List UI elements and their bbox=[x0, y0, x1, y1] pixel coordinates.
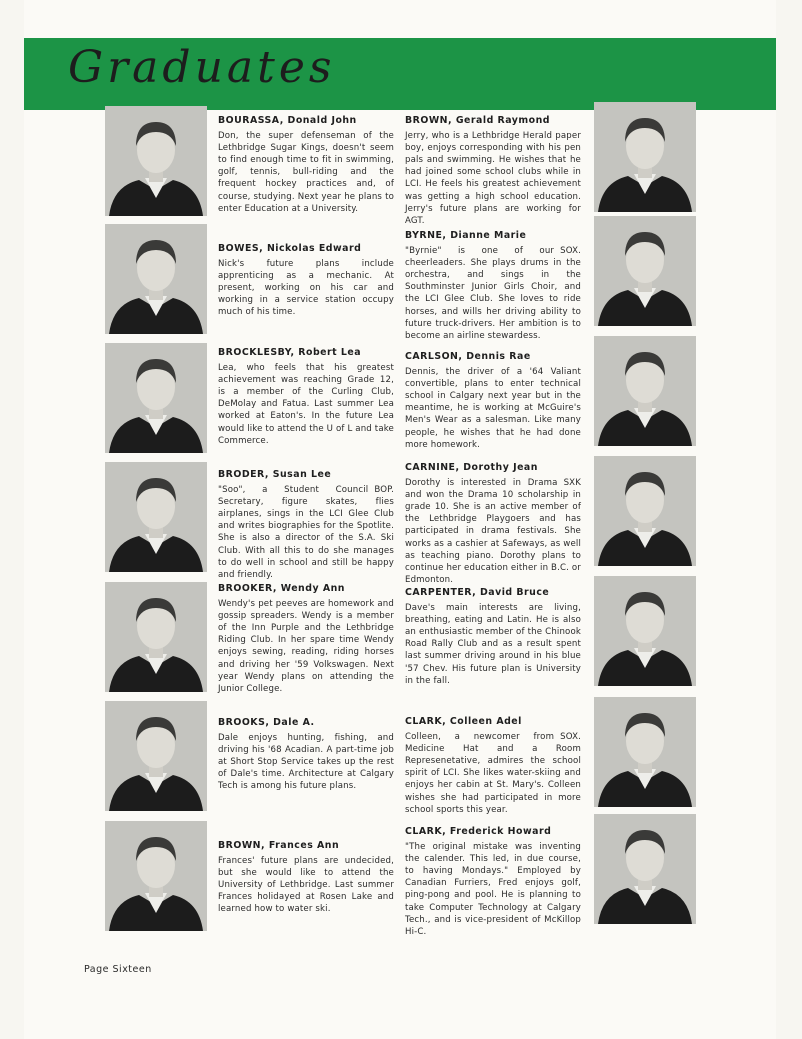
page-title: Graduates bbox=[68, 42, 336, 93]
graduate-name: BROOKS, Dale A. bbox=[218, 717, 315, 728]
graduate-name: BROOKER, Wendy Ann bbox=[218, 583, 345, 594]
graduate-name: CARPENTER, David Bruce bbox=[405, 587, 550, 598]
graduate-name: BOURASSA, Donald John bbox=[218, 115, 357, 126]
graduate-bio: Dale enjoys hunting, fishing, and driving his '68 Acadian. A part-time job at Short Stop Service takes up the rest of Dale's time. Architecture at Calgary Tech is among his future plans. bbox=[218, 733, 394, 792]
portrait-photo bbox=[594, 576, 696, 686]
graduate-bio: Nick's future plans include apprenticing as a mechanic. At present, working on his car and working in a service station occupy much of his time. bbox=[218, 259, 394, 318]
graduate-name: CARNINE, Dorothy Jean bbox=[405, 462, 538, 473]
graduate-name: BROWN, Frances Ann bbox=[218, 840, 340, 851]
graduate-bio: Dennis, the driver of a '64 Valiant convertible, plans to enter technical school in Calgary next year but in the meantime, he is working at McGuire's Men's Wear as a salesman. Like many people, he wishes that he had done more homework. bbox=[405, 367, 581, 450]
portrait-photo bbox=[105, 462, 207, 572]
graduate-bio: Jerry, who is a Lethbridge Herald paper boy, enjoys corresponding with his pen pals and swimming. He wishes that he had joined some school clubs while in LCI. He feels his greatest achievement was getting a high school education. Jerry's future plans are working for AGT. bbox=[405, 131, 581, 226]
graduate-bio: Don, the super defenseman of the Lethbridge Sugar Kings, doesn't seem to find enough time to fit in swimming, golf, tennis, bull-riding and the frequent hockey practices and, of course, studying. Next year he plans to enter Education at a University. bbox=[218, 131, 394, 214]
graduate-bio: "The original mistake was inventing the calender. This led, in due course, to having Mondays." Employed by Canadian Furriers, Fred enjoys golf, ping-pong and pool. He is planning to take Computer Technology at Calgary Tech., and is vice-president of McKillop Hi-C. bbox=[405, 842, 581, 937]
graduate-entry bbox=[218, 583, 394, 695]
portrait-photo bbox=[594, 456, 696, 566]
portrait-photo bbox=[105, 821, 207, 931]
graduate-bio: SXK Dorothy is interested in Drama and won the Drama 10 scholarship in grade 10. She is an active member of the Lethbridge Playgoers and has participated in drama festivals. She works as a cashier at Safeways, as well as teaching piano. Dorothy plans to continue her education either in B.C. or Edmonton. bbox=[405, 478, 581, 585]
graduate-name: BYRNE, Dianne Marie bbox=[405, 230, 527, 241]
portrait-photo bbox=[105, 582, 207, 692]
portrait-photo bbox=[594, 336, 696, 446]
graduate-entry bbox=[405, 462, 581, 586]
graduate-bio: Wendy's pet peeves are homework and gossip spreaders. Wendy is a member of the Inn Purple and the Lethbridge Riding Club. In her spare time Wendy enjoys sewing, reading, riding horses and driving her '59 Volkswagen. Next year Wendy plans on attending the Junior College. bbox=[218, 599, 394, 694]
graduate-entry bbox=[405, 826, 581, 938]
graduate-name: BROCKLESBY, Robert Lea bbox=[218, 347, 362, 358]
portrait-photo bbox=[105, 701, 207, 811]
portrait-photo bbox=[594, 697, 696, 807]
graduate-tag: BOP. bbox=[374, 485, 394, 496]
graduate-entry bbox=[218, 717, 394, 793]
graduate-entry bbox=[218, 115, 394, 215]
graduate-entry bbox=[405, 230, 581, 342]
page-number: Page Sixteen bbox=[84, 964, 152, 975]
portrait-photo bbox=[594, 216, 696, 326]
portrait-photo bbox=[105, 106, 207, 216]
graduate-tag: SXK bbox=[563, 478, 581, 489]
graduate-entry bbox=[218, 243, 394, 319]
graduate-name: BRODER, Susan Lee bbox=[218, 469, 332, 480]
portrait-photo bbox=[105, 343, 207, 453]
graduate-name: CARLSON, Dennis Rae bbox=[405, 351, 531, 362]
portrait-photo bbox=[594, 102, 696, 212]
graduate-entry bbox=[405, 587, 581, 687]
graduate-entry bbox=[405, 351, 581, 451]
graduate-name: CLARK, Frederick Howard bbox=[405, 826, 552, 837]
graduate-bio: BOP. "Soo", a Student Council Secretary, figure skates, flies airplanes, sings in the LCI Glee Club and writes biographies for the Spotlite. She is also a director of the S.A. Ski Club. With all this to do she manages to do well in school and still be happy and friendly. bbox=[218, 485, 394, 580]
graduate-entry bbox=[218, 347, 394, 447]
graduate-bio: Frances' future plans are undecided, but she would like to attend the University of Lethbridge. Last summer Frances holidayed at Rosen Lake and learned how to water ski. bbox=[218, 856, 394, 915]
graduate-bio: SOX. Colleen, a newcomer from Medicine Hat and a Room Represenetative, admires the school spirit of LCI. She likes water-skiing and enjoys her cabin at St. Mary's. Colleen wishes she had participated in more school sports this year. bbox=[405, 732, 581, 815]
graduate-bio: SOX. "Byrnie" is one of our cheerleaders. She plays drums in the orchestra, and sings in the Southminster Junior Girls Choir, and the LCI Glee Club. She loves to ride horses, and wills her driving ability to future truck-drivers. Her ambition is to become an airline stewardess. bbox=[405, 246, 581, 341]
graduate-tag: SOX. bbox=[560, 732, 581, 743]
graduate-entry bbox=[405, 115, 581, 227]
graduate-bio: Lea, who feels that his greatest achievement was reaching Grade 12, is a member of the Curling Club, DeMolay and Fatua. Last summer Lea worked at Eaton's. In the future Lea would like to attend the U of L and take Commerce. bbox=[218, 363, 394, 446]
portrait-photo bbox=[105, 224, 207, 334]
graduate-entry bbox=[218, 469, 394, 581]
graduate-name: CLARK, Colleen Adel bbox=[405, 716, 522, 727]
graduate-tag: SOX. bbox=[560, 246, 581, 257]
portrait-photo bbox=[594, 814, 696, 924]
graduate-bio: Dave's main interests are living, breathing, eating and Latin. He is also an enthusiastic member of the Chinook Road Rally Club and as a result spent last summer driving around in his blue '57 Chev. His future plan is University in the fall. bbox=[405, 603, 581, 686]
graduate-entry bbox=[405, 716, 581, 816]
graduate-name: BROWN, Gerald Raymond bbox=[405, 115, 550, 126]
graduate-name: BOWES, Nickolas Edward bbox=[218, 243, 362, 254]
graduate-entry bbox=[218, 840, 394, 916]
